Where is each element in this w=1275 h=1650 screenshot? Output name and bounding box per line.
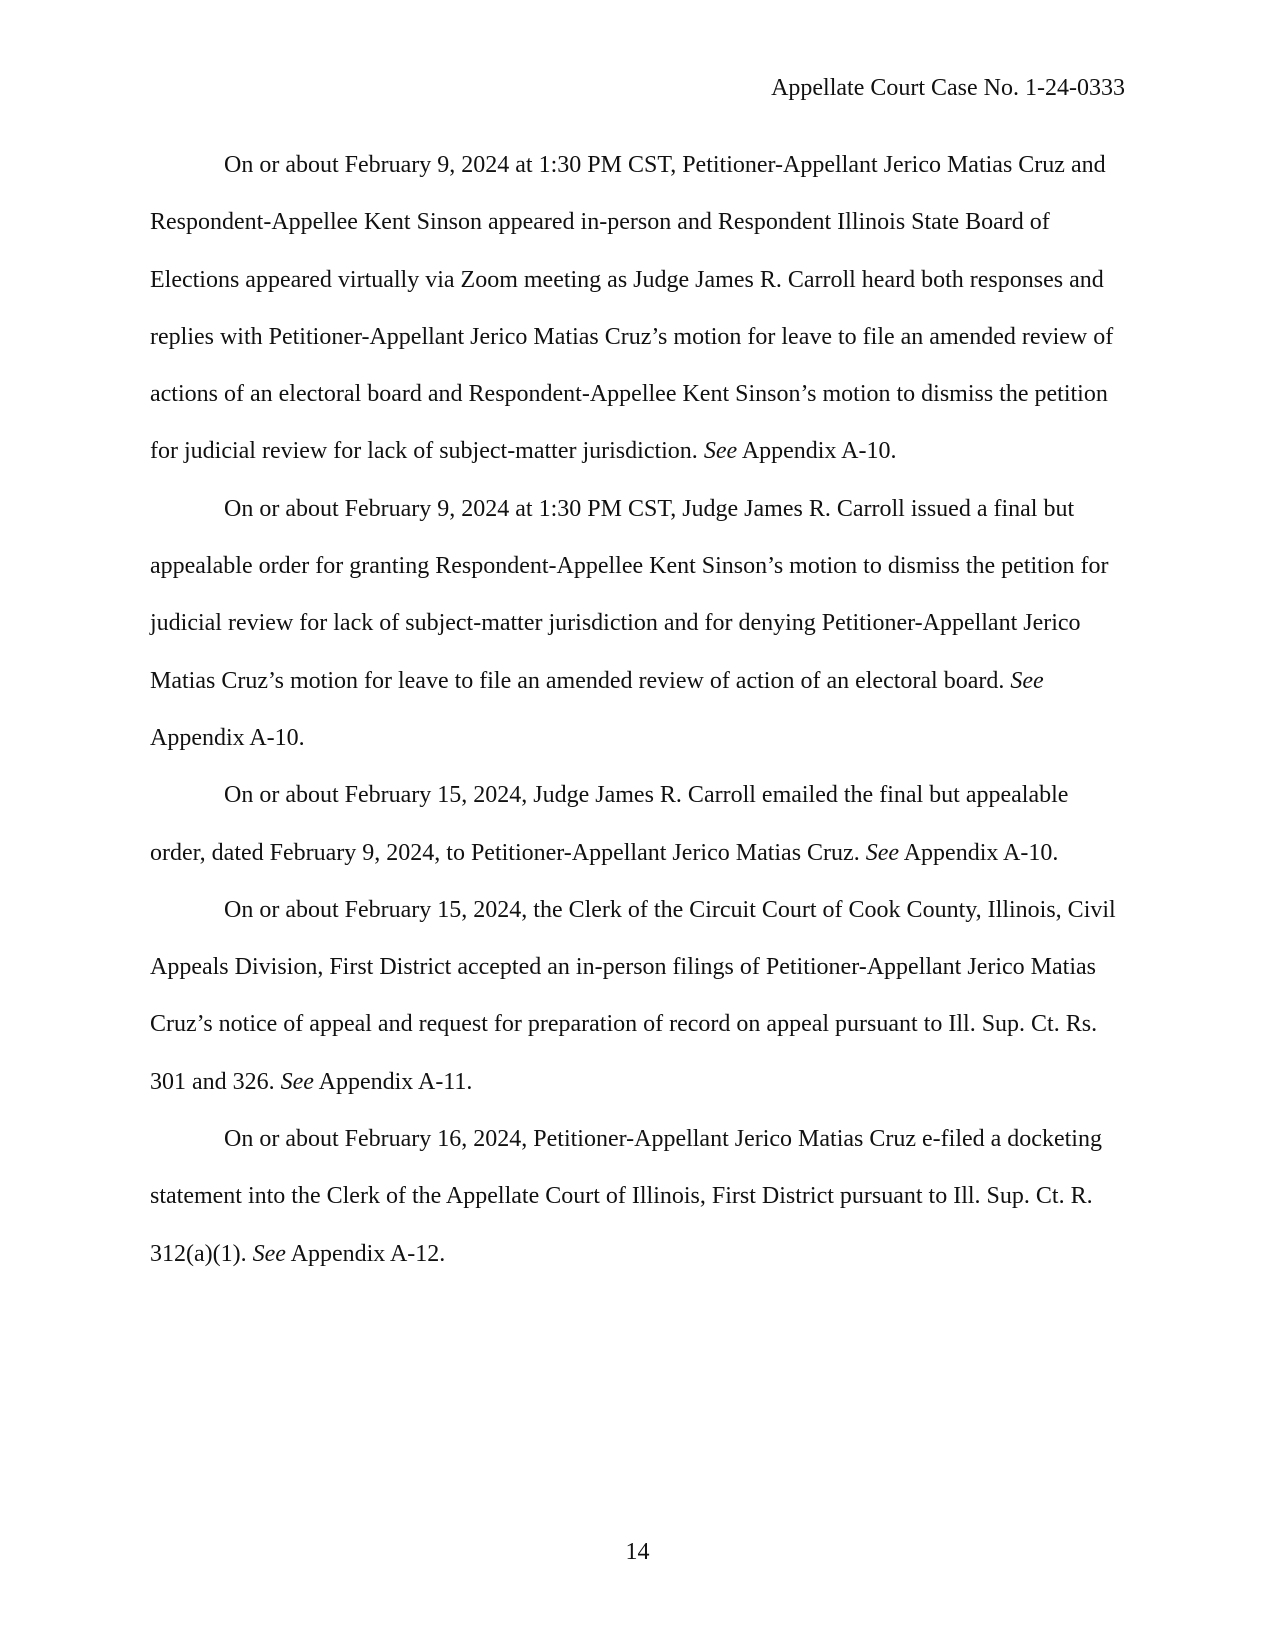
case-number-header: Appellate Court Case No. 1-24-0333 <box>771 75 1125 101</box>
citation-signal: See <box>252 1240 286 1267</box>
paragraph-text: On or about February 15, 2024, the Clerk of the Circuit Court of Cook County, Illinois, Civil Appeals Division, First District accepted an in-person filings of Petitioner-Appellant Jerico Matias Cruz’s notice of appeal and request for preparation of record on appeal pursuant to Ill. Sup. Ct. Rs. 301 and 326. <box>150 896 1116 1095</box>
citation-reference: Appendix A-10. <box>903 839 1059 866</box>
paragraph-email <box>150 767 1125 882</box>
document-body <box>150 137 1125 1283</box>
citation-reference: Appendix A-10. <box>150 724 305 751</box>
citation-signal: See <box>1010 667 1044 694</box>
citation-signal: See <box>865 839 900 866</box>
paragraph-text: On or about February 9, 2024 at 1:30 PM CST, Petitioner-Appellant Jerico Matias Cruz and Respondent-Appellee Kent Sinson appeared in-person and Respondent Illinois State Board of Elections appeared virtually via Zoom meeting as Judge James R. Carroll heard both responses and replies with Petitioner-Appellant Jerico Matias Cruz’s motion for leave to file an amended review of actions of an electoral board and Respondent-Appellee Kent Sinson’s motion to dismiss the petition for judicial review for lack of subject-matter jurisdiction. <box>150 152 1114 465</box>
citation-reference: Appendix A-12. <box>290 1240 446 1267</box>
page-number: 14 <box>625 1539 650 1565</box>
citation-signal: See <box>280 1068 314 1095</box>
citation-reference: Appendix A-11. <box>318 1068 473 1095</box>
paragraph-docketing-statement <box>150 1111 1125 1283</box>
paragraph-hearing <box>150 137 1125 481</box>
paragraph-notice-of-appeal <box>150 882 1125 1111</box>
citation-signal: See <box>703 438 738 465</box>
paragraph-text: On or about February 15, 2024, Judge James R. Carroll emailed the final but appealable order, dated February 9, 2024, to Petitioner-Appellant Jerico Matias Cruz. <box>150 782 1069 866</box>
citation-reference: Appendix A-10. <box>741 438 897 465</box>
paragraph-order <box>150 481 1125 767</box>
paragraph-text: On or about February 16, 2024, Petitioner-Appellant Jerico Matias Cruz e-filed a docketing statement into the Clerk of the Appellate Court of Illinois, First District pursuant to Ill. Sup. Ct. R. 312(a)(1). <box>150 1126 1102 1267</box>
paragraph-text: On or about February 9, 2024 at 1:30 PM CST, Judge James R. Carroll issued a final but appealable order for granting Respondent-Appellee Kent Sinson’s motion to dismiss the petition for judicial review for lack of subject-matter jurisdiction and for denying Petitioner-Appellant Jerico Matias Cruz’s motion for leave to file an amended review of action of an electoral board. <box>150 495 1109 694</box>
